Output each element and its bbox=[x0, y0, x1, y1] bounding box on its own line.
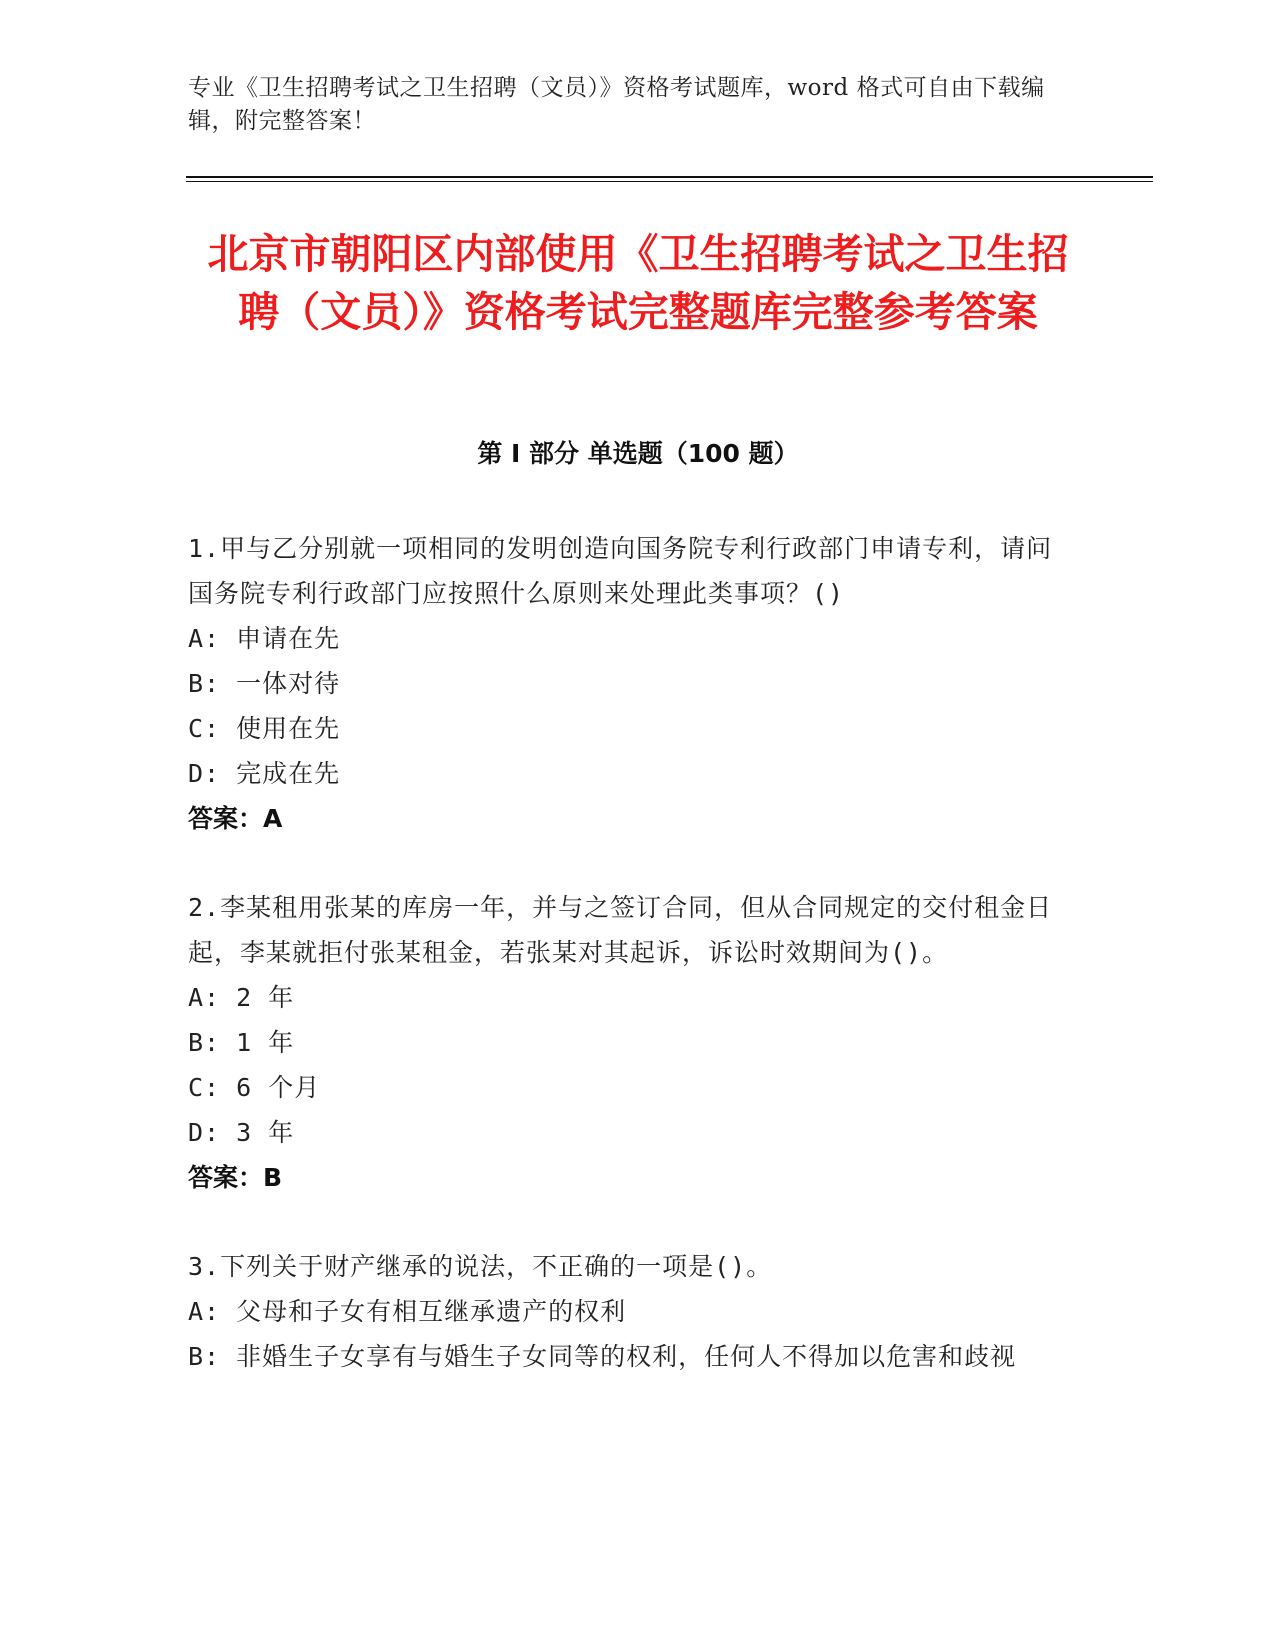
option-a: A: 申请在先 bbox=[188, 624, 341, 653]
answer-line: 答案：A bbox=[188, 804, 283, 833]
header-note: 专业《卫生招聘考试之卫生招聘（文员）》资格考试题库，word 格式可自由下载编辑，附完整答案！ bbox=[188, 75, 1045, 134]
section-heading: 第 I 部分 单选题（100 题） bbox=[477, 439, 799, 468]
option-d: D: 完成在先 bbox=[188, 759, 341, 788]
option-b: B: 非婚生子女享有与婚生子女同等的权利，任何人不得加以危害和歧视 bbox=[188, 1342, 1017, 1371]
option-b: B: 一体对待 bbox=[188, 669, 341, 698]
option-b: B: 1 年 bbox=[188, 1028, 295, 1057]
document-title: 北京市朝阳区内部使用《卫生招聘考试之卫生招聘（文员）》资格考试完整题库完整参考答案 bbox=[207, 230, 1069, 336]
header-divider-thin bbox=[186, 181, 1153, 182]
option-a: A: 2 年 bbox=[188, 983, 295, 1012]
question-stem: 1.甲与乙分别就一项相同的发明创造向国务院专利行政部门申请专利，请问国务院专利行政部门应按照什么原则来处理此类事项？() bbox=[188, 534, 1053, 608]
question-stem: 2.李某租用张某的库房一年，并与之签订合同，但从合同规定的交付租金日起，李某就拒付张某租金，若张某对其起诉，诉讼时效期间为()。 bbox=[188, 893, 1053, 967]
header-divider-thick bbox=[186, 176, 1153, 178]
question-item bbox=[188, 526, 1078, 841]
question-list bbox=[188, 526, 1078, 1423]
option-c: C: 6 个月 bbox=[188, 1073, 321, 1102]
answer-line: 答案：B bbox=[188, 1163, 283, 1192]
question-item bbox=[188, 885, 1078, 1200]
option-c: C: 使用在先 bbox=[188, 714, 341, 743]
question-stem: 3.下列关于财产继承的说法，不正确的一项是()。 bbox=[188, 1252, 773, 1281]
option-a: A: 父母和子女有相互继承遗产的权利 bbox=[188, 1297, 627, 1326]
question-item bbox=[188, 1244, 1078, 1379]
option-d: D: 3 年 bbox=[188, 1118, 295, 1147]
